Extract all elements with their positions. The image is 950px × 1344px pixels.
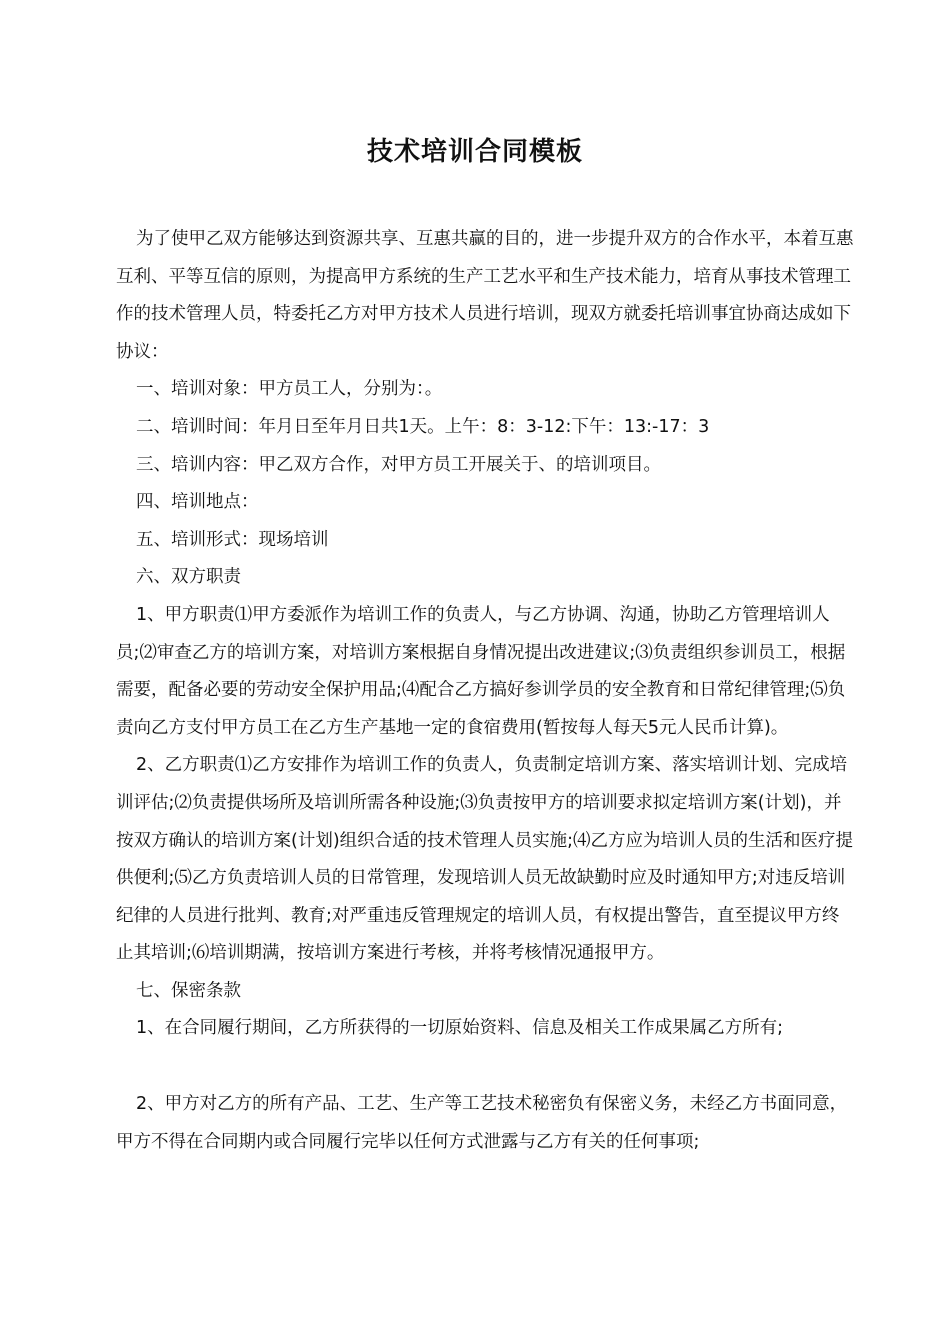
clause-responsibilities-heading: 六、双方职责 (136, 567, 241, 588)
paragraph-gap (116, 1048, 854, 1086)
clause-confidentiality-heading: 七、保密条款 (136, 980, 241, 1001)
clause-party-a-duties: 1、甲方职责⑴甲方委派作为培训工作的负责人，与乙方协调、沟通，协助乙方管理培训人员;⑵审查乙方的培训方案，对培训方案根据自身情况提出改进建议;⑶负责组织参训员工，根据需要，配备必要的劳动安全保护用品;⑷配合乙方搞好参训学员的安全教育和日常纪律管理;⑸负责向乙方支付甲方员工在乙方生产基地一定的食宿费用(暂按每人每天5元人民币计算)。 (116, 604, 846, 738)
clause-training-target: 一、培训对象：甲方员工人，分别为：。 (136, 379, 443, 400)
intro-paragraph: 为了使甲乙双方能够达到资源共享、互惠共赢的目的，进一步提升双方的合作水平，本着互惠互利、平等互信的原则，为提高甲方系统的生产工艺水平和生产技术能力，培育从事技术管理工作的技术管理人员，特委托乙方对甲方技术人员进行培训，现双方就委托培训事宜协商达成如下协议： (116, 229, 854, 362)
clause-training-form: 五、培训形式：现场培训 (136, 529, 329, 550)
clause-confidentiality-1: 1、在合同履行期间，乙方所获得的一切原始资料、信息及相关工作成果属乙方所有; (136, 1018, 784, 1039)
clause-training-time: 二、培训时间：年月日至年月日共1天。上午：8：3-12:下午：13:-17：3 (136, 416, 710, 437)
clause-confidentiality-2: 2、甲方对乙方的所有产品、工艺、生产等工艺技术秘密负有保密义务，未经乙方书面同意，甲方不得在合同期内或合同履行完毕以任何方式泄露与乙方有关的任何事项; (116, 1094, 848, 1152)
clause-training-location: 四、培训地点： (136, 492, 259, 513)
clause-training-content: 三、培训内容：甲乙双方合作，对甲方员工开展关于、的培训项目。 (136, 454, 661, 475)
document-body (116, 221, 854, 1161)
document-title: 技术培训合同模板 (366, 137, 583, 167)
clause-party-b-duties: 2、乙方职责⑴乙方安排作为培训工作的负责人，负责制定培训方案、落实培训计划、完成培训评估;⑵负责提供场所及培训所需各种设施;⑶负责按甲方的培训要求拟定培训方案(计划)，并按双方确认的培训方案(计划)组织合适的技术管理人员实施;⑷乙方应为培训人员的生活和医疗提供便利;⑸乙方负责培训人员的日常管理，发现培训人员无故缺勤时应及时通知甲方;对违反培训纪律的人员进行批判、教育;对严重违反管理规定的培训人员，有权提出警告，直至提议甲方终止其培训;⑹培训期满，按培训方案进行考核，并将考核情况通报甲方。 (116, 755, 854, 964)
